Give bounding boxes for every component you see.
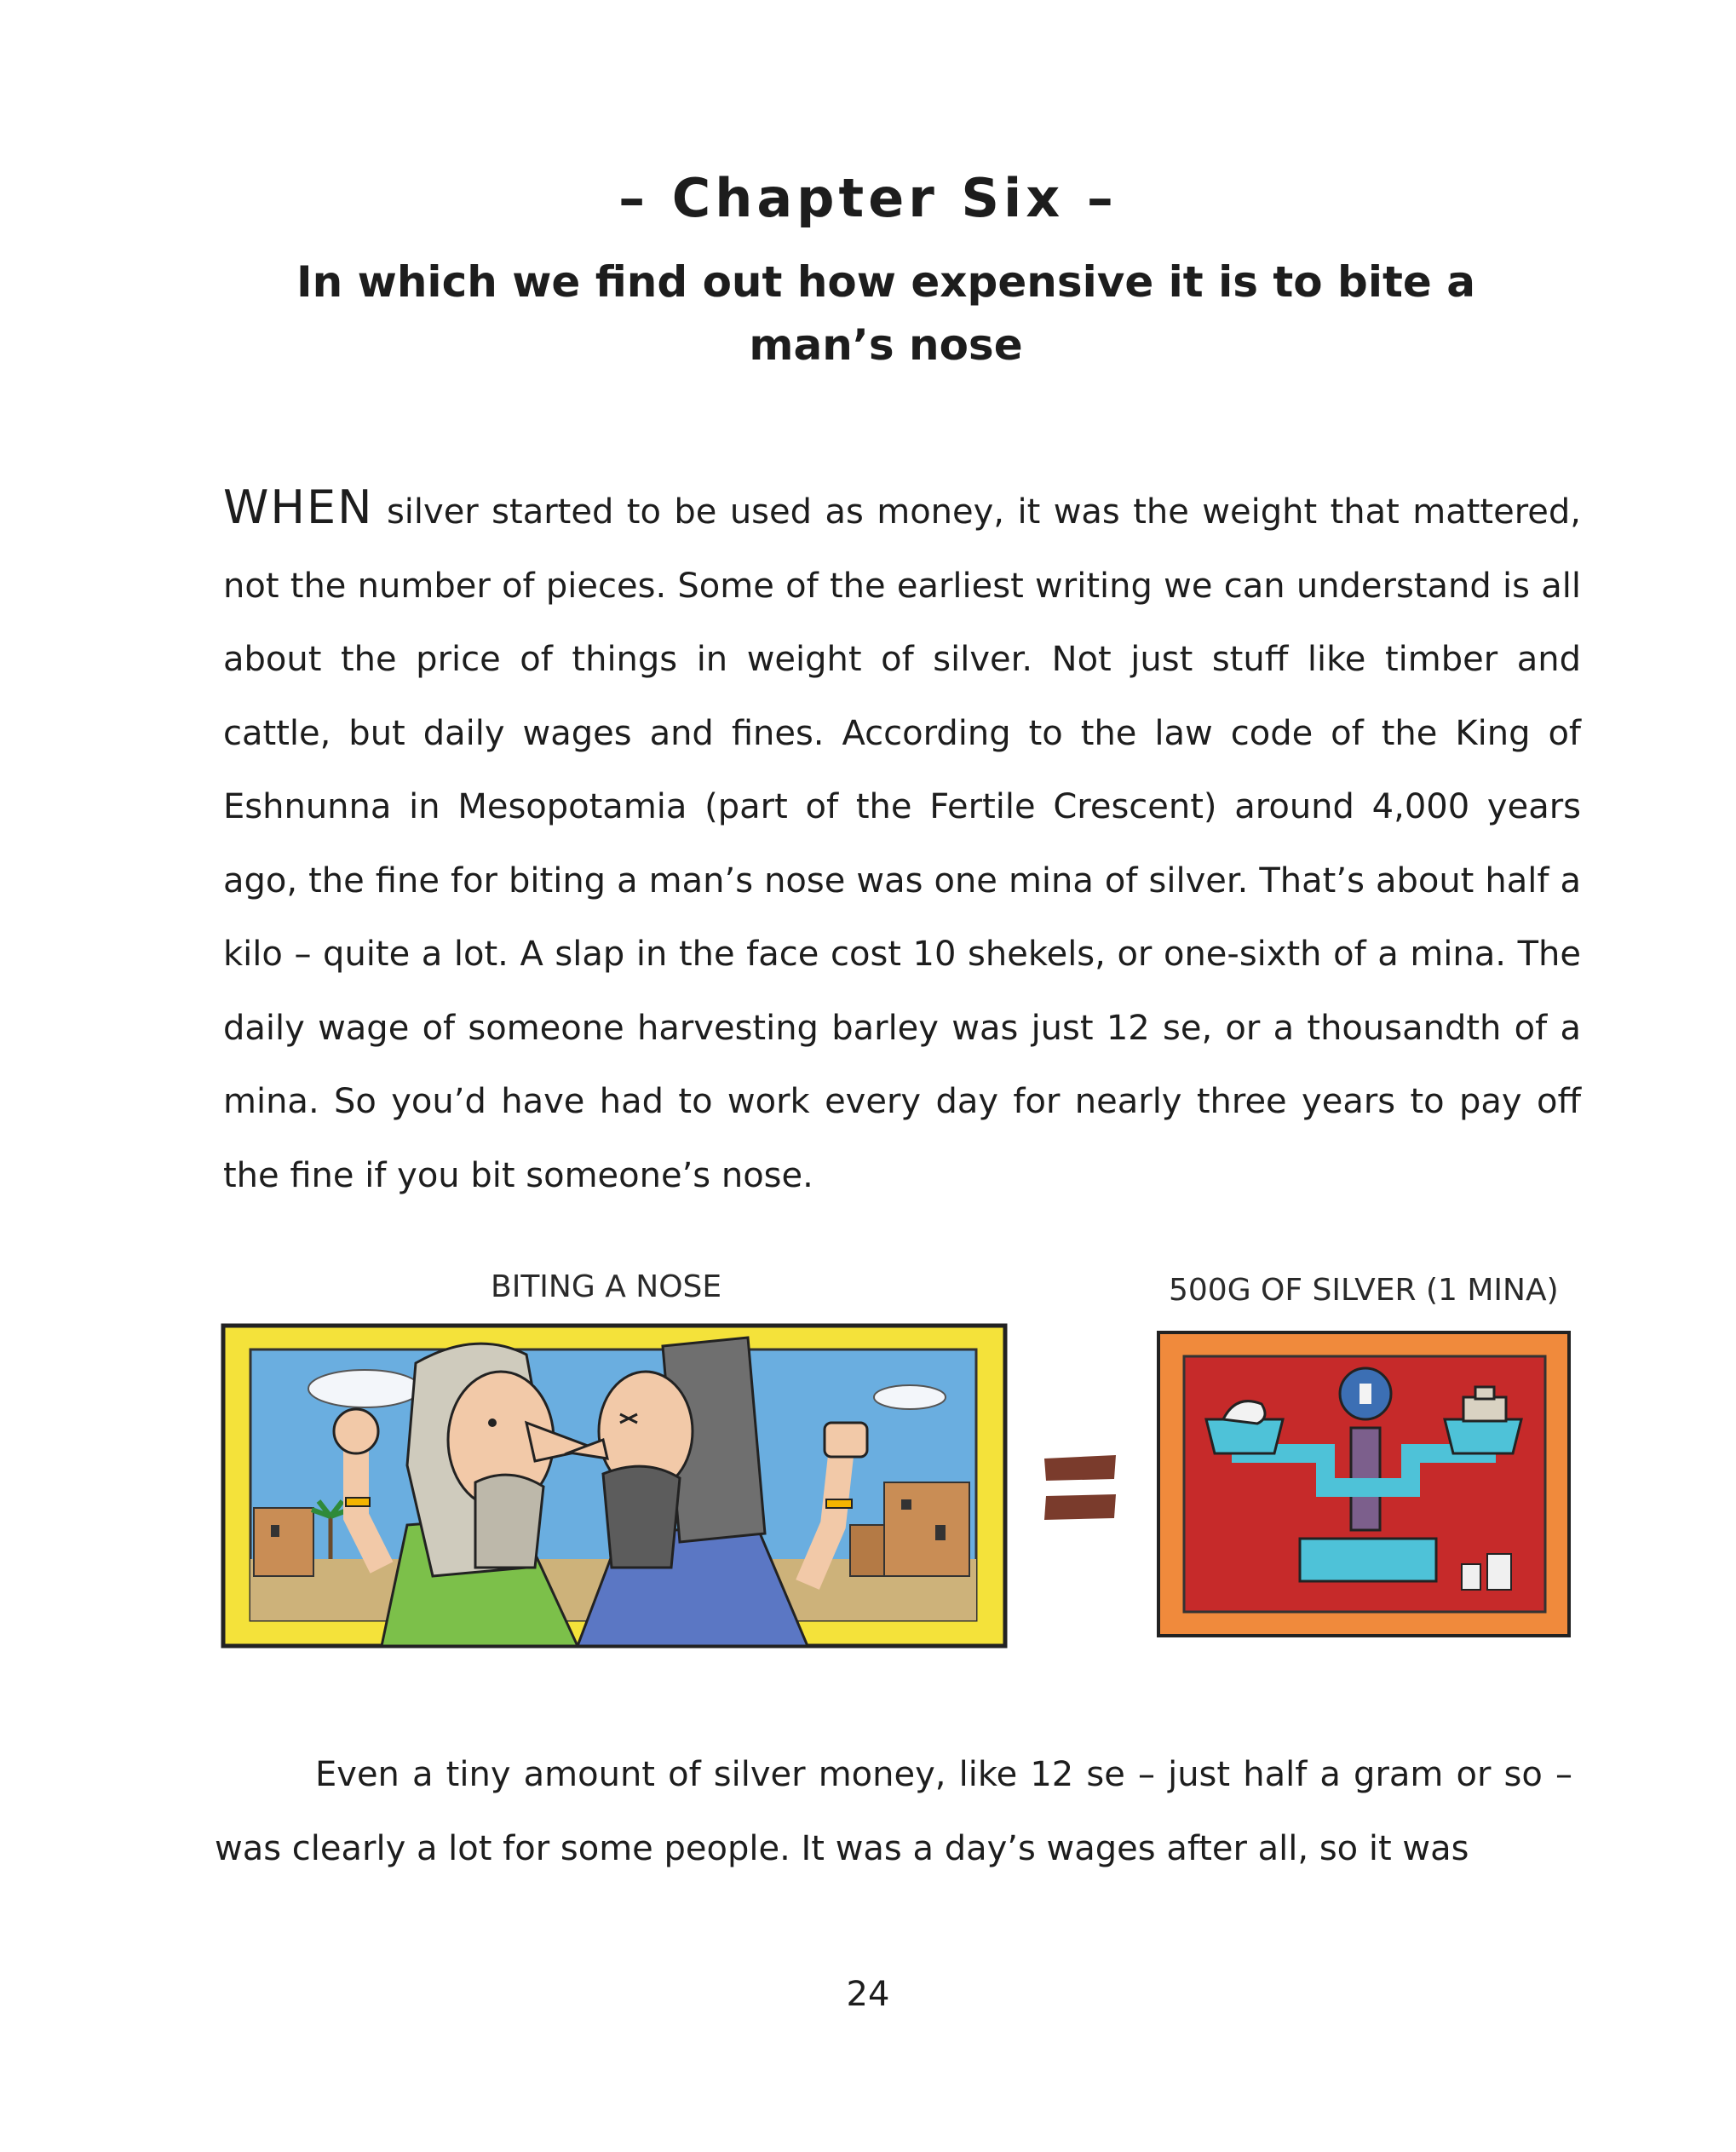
- paragraph-1-text: silver started to be used as money, it was the weight that mattered, not the number of pieces. Some of the earliest writing we can understand is all about the price of things in weight of silver. Not just stuff like timber and cattle, but daily wages and fines. According to the law code of the King of Eshnunna in Mesopotamia (part of the Fertile Crescent) around 4,000 years ago, the fine for biting a man’s nose was one mina of silver. That’s about half a kilo – quite a lot. A slap in the face cost 10 shekels, or one-sixth of a mina. The daily wage of someone harvesting barley was just 12 se, or a thousandth of a mina. So you’d have had to work every day for nearly three years to pay off the fine if you bit someone’s nose.: [223, 492, 1581, 1195]
- chapter-subtitle: In which we find out how expensive it is to bite a man’s nose: [296, 257, 1475, 370]
- page-number: 24: [846, 1975, 890, 2014]
- silver-scales-illustration: [1155, 1326, 1572, 1641]
- body-paragraph-1: [223, 471, 1581, 1212]
- body-paragraph-2: Even a tiny amount of silver money, like 12 se – just half a gram or so – was clearly a lot for some people. It was a day’s wages after all, so it was: [215, 1755, 1572, 1868]
- caption-biting-a-nose: BITING A NOSE: [491, 1269, 722, 1304]
- equals-sign: [1038, 1448, 1123, 1525]
- chapter-title: – Chapter Six –: [618, 167, 1118, 229]
- caption-silver-mina: 500G OF SILVER (1 MINA): [1169, 1273, 1559, 1308]
- biting-nose-illustration: [220, 1312, 1012, 1653]
- lead-word: WHEN: [223, 480, 374, 534]
